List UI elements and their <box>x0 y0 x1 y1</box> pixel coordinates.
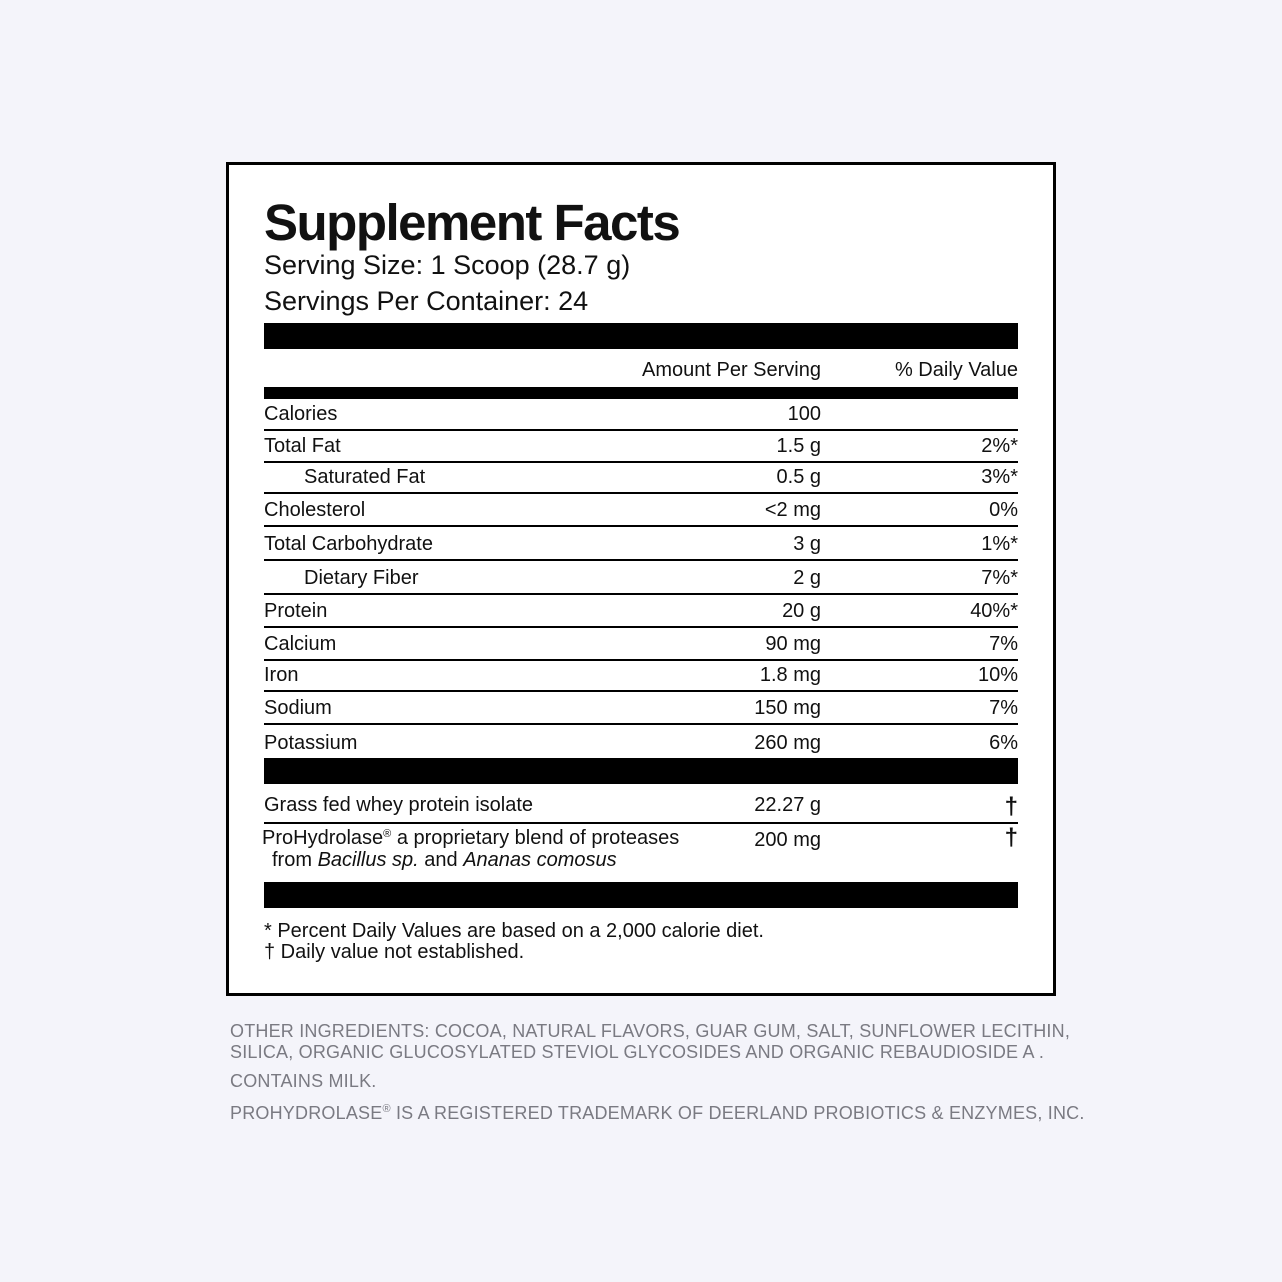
nutrient-daily-value: 0% <box>989 499 1018 521</box>
serving-size: Serving Size: 1 Scoop (28.7 g) <box>264 250 631 280</box>
nutrient-amount: 260 mg <box>754 732 821 754</box>
thick-divider-middle <box>264 758 1018 784</box>
nutrient-daily-value: 7%* <box>981 567 1018 589</box>
nutrient-name: Protein <box>264 600 328 622</box>
supplement-facts-panel <box>226 162 1056 996</box>
footnote-dagger: † Daily value not established. <box>264 941 525 963</box>
ingredient-name-part: ProHydrolase <box>262 827 384 849</box>
nutrient-amount: 150 mg <box>754 697 821 719</box>
footnote-daily-values: * Percent Daily Values are based on a 2,000 calorie diet. <box>264 920 764 942</box>
ingredient-daily-value: † <box>1004 824 1018 851</box>
ingredient-name-part: a proprietary blend of proteases <box>391 827 680 849</box>
nutrient-name: Total Carbohydrate <box>264 533 433 555</box>
allergen-statement: CONTAINS MILK. <box>230 1071 377 1091</box>
ingredient-daily-value: † <box>1004 793 1018 820</box>
ingredient-name-line2 <box>272 849 617 871</box>
nutrient-row-dietary-fiber <box>264 561 1018 595</box>
ingredient-name: Grass fed whey protein isolate <box>264 794 534 816</box>
nutrient-row-protein <box>264 595 1018 628</box>
ingredient-name-part: from <box>272 849 318 871</box>
nutrient-name: Saturated Fat <box>304 466 426 488</box>
ingredient-amount: 22.27 g <box>754 794 821 816</box>
nutrient-name: Calories <box>264 403 338 425</box>
thick-divider-top <box>264 323 1018 349</box>
nutrient-amount: <2 mg <box>764 499 821 521</box>
nutrient-daily-value: 10% <box>977 664 1018 686</box>
nutrient-name: Calcium <box>264 633 337 655</box>
nutrient-row-calories <box>264 399 1018 431</box>
nutrient-amount: 1.8 mg <box>759 664 821 686</box>
nutrient-name: Dietary Fiber <box>304 567 419 589</box>
other-ingredients-line2: SILICA, ORGANIC GLUCOSYLATED STEVIOL GLYCOSIDES AND ORGANIC REBAUDIOSIDE A . <box>230 1042 1045 1062</box>
nutrient-row-potassium <box>264 725 1018 758</box>
nutrient-daily-value: 40%* <box>970 600 1018 622</box>
ingredient-row-whey <box>264 784 1018 824</box>
nutrient-row-cholesterol <box>264 494 1018 527</box>
nutrient-name: Cholesterol <box>264 499 366 521</box>
species-name: Bacillus sp. <box>317 849 419 871</box>
nutrient-amount: 1.5 g <box>776 435 821 457</box>
panel-title: Supplement Facts <box>264 194 680 251</box>
registered-mark: ® <box>383 828 392 840</box>
nutrient-amount: 100 <box>787 403 821 425</box>
nutrient-amount: 2 g <box>793 567 821 589</box>
ingredient-amount: 200 mg <box>754 829 821 851</box>
nutrient-amount: 3 g <box>793 533 821 555</box>
nutrient-amount: 90 mg <box>765 633 821 655</box>
header-daily-value: % Daily Value <box>894 359 1018 381</box>
trademark-text: PROHYDROLASE <box>230 1103 383 1123</box>
nutrient-daily-value: 7% <box>989 697 1018 719</box>
header-amount-per-serving: Amount Per Serving <box>642 359 821 381</box>
nutrient-row-sodium <box>264 692 1018 725</box>
nutrient-name: Sodium <box>264 697 332 719</box>
other-ingredients-line1: OTHER INGREDIENTS: COCOA, NATURAL FLAVORS, GUAR GUM, SALT, SUNFLOWER LECITHIN, <box>230 1021 1071 1041</box>
species-name: Ananas comosus <box>463 849 617 871</box>
ingredient-name-line1 <box>262 827 679 849</box>
nutrient-daily-value: 2%* <box>981 435 1018 457</box>
nutrient-name: Total Fat <box>264 435 341 457</box>
nutrient-amount: 0.5 g <box>776 466 821 488</box>
thick-divider-bottom <box>264 882 1018 908</box>
nutrient-row-calcium <box>264 628 1018 661</box>
nutrient-amount: 20 g <box>782 600 821 622</box>
trademark-statement <box>230 1103 1085 1124</box>
nutrient-daily-value: 1%* <box>981 533 1018 555</box>
nutrient-name: Iron <box>264 664 299 686</box>
medium-divider <box>264 387 1018 399</box>
servings-per-container: Servings Per Container: 24 <box>264 286 589 316</box>
trademark-text: IS A REGISTERED TRADEMARK OF DEERLAND PROBIOTICS & ENZYMES, INC. <box>390 1103 1085 1123</box>
ingredient-row-prohydrolase <box>262 824 1018 879</box>
nutrient-row-iron <box>264 661 1018 692</box>
nutrient-name: Potassium <box>264 732 358 754</box>
registered-mark: ® <box>382 1103 391 1115</box>
ingredient-name-part: and <box>418 849 464 871</box>
nutrient-daily-value: 3%* <box>981 466 1018 488</box>
nutrient-row-saturated-fat <box>264 463 1018 494</box>
nutrient-row-total-fat <box>264 431 1018 463</box>
nutrient-daily-value: 7% <box>989 633 1018 655</box>
nutrient-daily-value: 6% <box>989 732 1018 754</box>
nutrient-row-total-carbohydrate <box>264 527 1018 561</box>
